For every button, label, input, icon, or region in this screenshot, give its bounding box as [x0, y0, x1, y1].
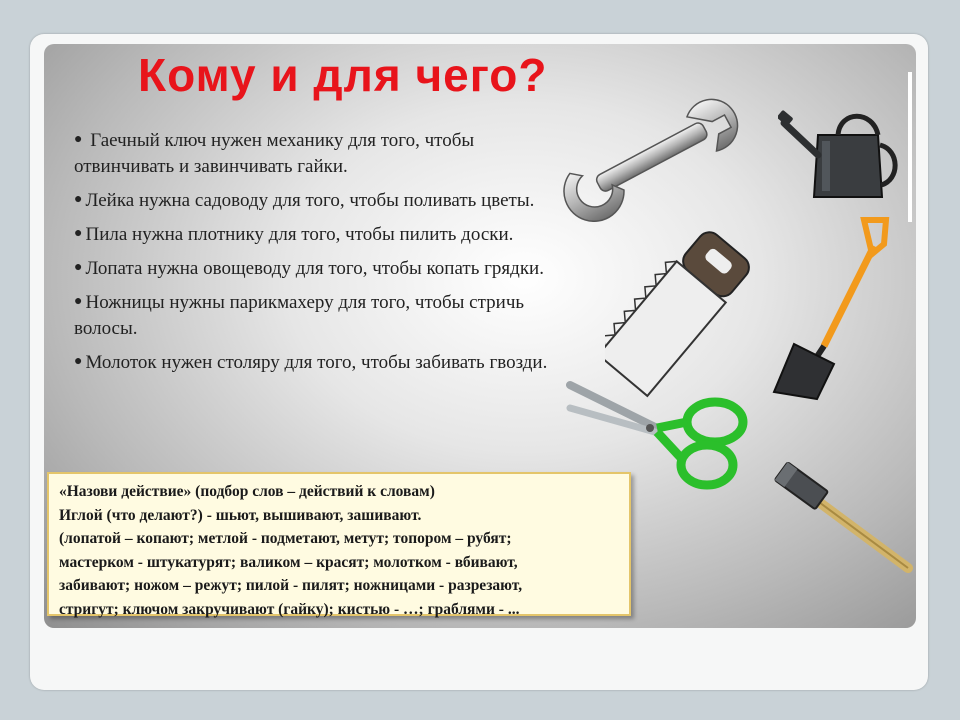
note-line: мастерком - штукатурят; валиком – красят; молотком - вбивают,: [59, 553, 518, 571]
decorative-strip: [908, 72, 912, 222]
bullet-item: ● Гаечный ключ нужен механику для того, чтобы отвинчивать и завинчивать гайки.: [74, 130, 475, 177]
game-note-box: [47, 472, 631, 616]
bullet-dot: ●: [74, 260, 83, 275]
slide-title: Кому и для чего?: [138, 49, 548, 101]
scissors-icon: [565, 380, 750, 495]
note-line: стригут; ключом закручивают (гайку); кистью - …; граблями - ...: [59, 600, 520, 618]
watering-can-icon: [778, 105, 903, 205]
bullet-list: [74, 127, 574, 383]
bullet-item: ● Молоток нужен столяру для того, чтобы забивать гвозди.: [74, 352, 548, 373]
note-line: забивают; ножом – режут; пилой - пилят; ножницами - разрезают,: [59, 577, 523, 594]
hammer-icon: [770, 458, 915, 578]
bullet-dot: ●: [74, 132, 83, 147]
bullet-dot: ●: [74, 226, 83, 241]
bullet-item: ● Ножницы нужны парикмахеру для того, чтобы стричь волосы.: [74, 292, 525, 339]
note-line: «Назови действие» (подбор слов – действий к словам): [59, 483, 435, 500]
shovel-icon: [772, 214, 897, 404]
bullet-item: ● Пила нужна плотнику для того, чтобы пилить доски.: [74, 224, 514, 245]
note-line: Иглой (что делают?) - шьют, вышивают, зашивают.: [59, 506, 422, 524]
bullet-dot: ●: [74, 192, 83, 207]
wrench-icon: [552, 92, 757, 222]
note-line: (лопатой – копают; метлой - подметают, метут; топором – рубят;: [59, 530, 512, 547]
bullet-item: ● Лопата нужна овощеводу для того, чтобы копать грядки.: [74, 258, 544, 279]
saw-icon: [605, 230, 755, 400]
bullet-dot: ●: [74, 294, 83, 309]
bullet-dot: ●: [74, 354, 83, 369]
bullet-item: ● Лейка нужна садоводу для того, чтобы поливать цветы.: [74, 190, 535, 211]
